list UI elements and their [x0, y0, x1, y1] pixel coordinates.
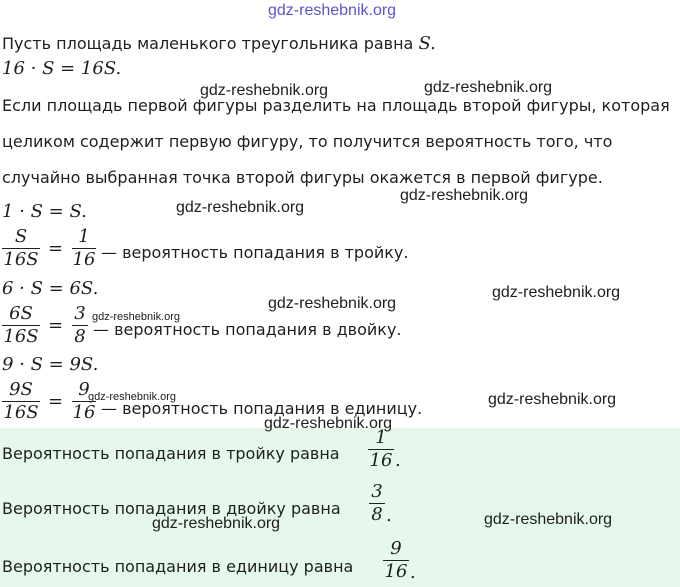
answer-period: . — [395, 450, 401, 471]
fraction-two-right — [72, 304, 88, 347]
area-one-formula: 9 · S = 9S. — [2, 354, 99, 375]
fraction-numerator: 3 — [371, 481, 383, 502]
fraction-denominator: 16 — [369, 450, 393, 471]
fraction-denominator: 16S — [3, 249, 39, 270]
area-two-formula: 6 · S = 6S. — [2, 278, 99, 299]
fraction-one-left — [2, 380, 40, 423]
intro-text: Пусть площадь маленького треугольника равна — [2, 34, 414, 53]
watermark-small: gdz-reshebnik.org — [92, 311, 181, 323]
answer-three-fraction — [368, 428, 394, 471]
probability-two-text: — вероятность попадания в двойку. — [93, 320, 402, 339]
fraction-numerator: 9 — [78, 379, 90, 400]
area-three-formula: 1 · S = S. — [2, 201, 87, 222]
watermark-small: gdz-reshebnik.org — [88, 391, 177, 403]
fraction-numerator: 6S — [9, 303, 33, 324]
answer-one-fraction — [383, 539, 409, 582]
probability-three-text: — вероятность попадания в тройку. — [101, 243, 409, 262]
watermark: gdz-reshebnik.org — [268, 295, 397, 312]
fraction-denominator: 16 — [72, 249, 96, 270]
answer-one-text: Вероятность попадания в единицу равна — [2, 557, 354, 576]
fraction-numerator: 9S — [9, 379, 33, 400]
equals-sign: = — [48, 238, 64, 259]
fraction-three-left — [2, 227, 40, 270]
watermark: gdz-reshebnik.org — [492, 284, 621, 301]
watermark-top: gdz-reshebnik.org — [268, 2, 397, 19]
answer-three-text: Вероятность попадания в тройку равна — [2, 444, 340, 463]
answer-two-fraction — [369, 482, 385, 525]
explanation-line-3: случайно выбранная точка второй фигуры окажется в первой фигуре. — [2, 168, 603, 187]
answer-period: . — [386, 505, 392, 526]
fraction-numerator: 1 — [78, 226, 90, 247]
watermark: gdz-reshebnik.org — [488, 391, 617, 408]
answer-period: . — [410, 562, 416, 583]
fraction-numerator: S — [14, 226, 28, 247]
fraction-denominator: 16S — [3, 402, 39, 423]
watermark: gdz-reshebnik.org — [176, 199, 305, 216]
fraction-three-right — [72, 227, 96, 270]
explanation-line-1: Если площадь первой фигуры разделить на площадь второй фигуры, которая — [2, 96, 670, 115]
fraction-denominator: 16 — [72, 402, 96, 423]
fraction-denominator: 8 — [74, 326, 86, 347]
equals-sign: = — [48, 391, 64, 412]
answer-two-text: Вероятность попадания в двойку равна — [2, 499, 341, 518]
probability-one-text: — вероятность попадания в единицу. — [101, 399, 423, 418]
equals-sign: = — [48, 315, 64, 336]
fraction-numerator: 1 — [375, 427, 387, 448]
intro-line — [2, 34, 436, 54]
watermark: gdz-reshebnik.org — [484, 511, 613, 528]
explanation-line-2: целиком содержит первую фигуру, то получится вероятность того, что — [2, 132, 613, 151]
fraction-denominator: 16S — [3, 326, 39, 347]
fraction-numerator: 9 — [390, 538, 402, 559]
watermark: gdz-reshebnik.org — [264, 415, 393, 432]
fraction-numerator: 3 — [74, 303, 86, 324]
watermark: gdz-reshebnik.org — [424, 79, 553, 96]
fraction-two-left — [2, 304, 40, 347]
watermark: gdz-reshebnik.org — [200, 82, 329, 99]
total-area-formula: 16 · S = 16S. — [2, 58, 122, 79]
fraction-denominator: 8 — [371, 504, 383, 525]
fraction-denominator: 16 — [384, 561, 408, 582]
watermark: gdz-reshebnik.org — [152, 515, 281, 532]
watermark: gdz-reshebnik.org — [400, 187, 529, 204]
intro-variable: S. — [418, 33, 436, 54]
